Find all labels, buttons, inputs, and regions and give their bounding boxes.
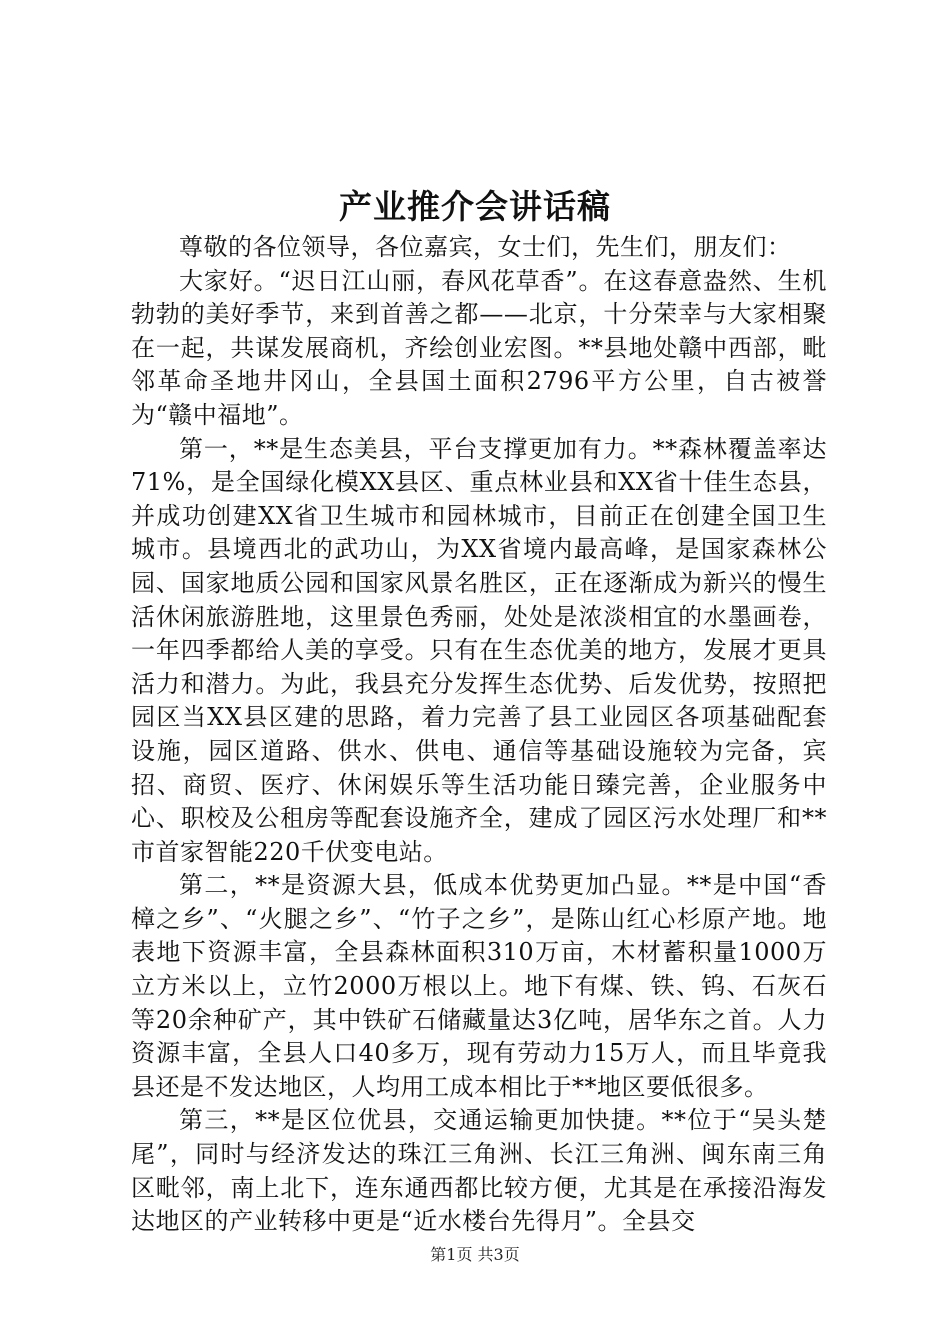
paragraph-salutation: 尊敬的各位领导，各位嘉宾，女士们，先生们，朋友们： bbox=[179, 233, 792, 261]
paragraph-second-point: 第二，**是资源大县，低成本优势更加凸显。**是中国“香樟之乡”、“火腿之乡”、“竹子之乡”，是陈山红心杉原产地。地表地下资源丰富，全县森林面积310万亩，木材蓄积量1000万立方米以上，立竹2000万根以上。地下有煤、铁、钨、石灰石等20余种矿产，其中铁矿石储藏量达3亿吨，居华东之首。人力资源丰富，全县人口40多万，现有劳动力15万人，而且毕竟我县还是不发达地区，人均用工成本相比于**地区要低很多。 bbox=[131, 871, 827, 1101]
paragraph-first-point: 第一，**是生态美县，平台支撑更加有力。**森林覆盖率达71%，是全国绿化模XX县区、重点林业县和XX省十佳生态县，并成功创建XX省卫生城市和园林城市，目前正在创建全国卫生城市。县境西北的武功山，为XX省境内最高峰，是国家森林公园、国家地质公园和国家风景名胜区，正在逐渐成为新兴的慢生活休闲旅游胜地，这里景色秀丽，处处是浓淡相宜的水墨画卷，一年四季都给人美的享受。只有在生态优美的地方，发展才更具活力和潜力。为此，我县充分发挥生态优势、后发优势，按照把园区当XX县区建的思路，着力完善了县工业园区各项基础配套设施，园区道路、供水、供电、通信等基础设施较为完备，宾招、商贸、医疗、休闲娱乐等生活功能日臻完善，企业服务中心、职校及公租房等配套设施齐全，建成了园区污水处理厂和**市首家智能220千伏变电站。 bbox=[131, 434, 827, 866]
document-title: 产业推介会讲话稿 bbox=[339, 187, 611, 226]
paragraph-third-point: 第三，**是区位优县，交通运输更加快捷。**位于“吴头楚尾”，同时与经济发达的珠江三角洲、长江三角洲、闽东南三角区毗邻，南上北下，连东通西都比较方便，尤其是在承接沿海发达地区的产业转移中更是“近水楼台先得月”。全县交 bbox=[131, 1106, 827, 1236]
paragraph-greeting: 大家好。“迟日江山丽，春风花草香”。在这春意盎然、生机勃勃的美好季节，来到首善之都——北京，十分荣幸与大家相聚在一起，共谋发展商机，齐绘创业宏图。**县地处赣中西部，毗邻革命圣地井冈山，全县国土面积2796平方公里，自古被誉为“赣中福地”。 bbox=[131, 266, 827, 429]
page-number-footer: 第1页 共3页 bbox=[430, 1245, 520, 1264]
document-body bbox=[131, 231, 827, 1239]
